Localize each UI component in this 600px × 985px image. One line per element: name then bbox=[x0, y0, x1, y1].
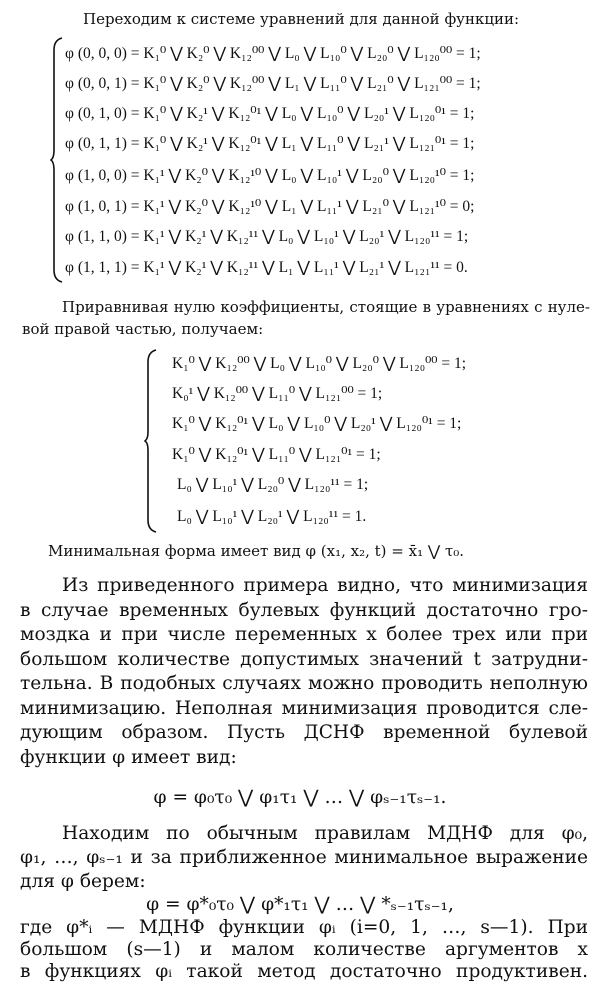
system1-eq-1: φ (0, 0, 0) = K₁⁰ ⋁ K₂⁰ ⋁ K₁₂⁰⁰ ⋁ L₀ ⋁ L₁₀⁰ ⋁ L₂₀⁰ ⋁ L₁₂₀⁰⁰ = 1; bbox=[65, 45, 481, 62]
para3-line-5: тельна. В подобных случаях можно проводить неполную bbox=[20, 673, 588, 694]
para4-line-2: φ₁, …, φₛ₋₁ и за приближенное минимальное выражение bbox=[20, 847, 588, 868]
minimal-form: Минимальная форма имеет вид φ (x₁, x₂, t) = x̄₁ ⋁ τ₀. bbox=[48, 542, 465, 560]
system1-eq-7: φ (1, 1, 0) = K₁¹ ⋁ K₂¹ ⋁ K₁₂¹¹ ⋁ L₀ ⋁ L₁₀¹ ⋁ L₂₀¹ ⋁ L₁₂₀¹¹ = 1; bbox=[65, 228, 469, 245]
system2-eq-6: L₀ ⋁ L₁₀¹ ⋁ L₂₀¹ ⋁ L₁₂₀¹¹ = 1. bbox=[177, 508, 367, 525]
system2-eq-2: K₀¹ ⋁ K₁₂⁰⁰ ⋁ L₁₁⁰ ⋁ L₁₂₁⁰⁰ = 1; bbox=[172, 385, 383, 402]
system1-eq-6: φ (1, 0, 1) = K₁¹ ⋁ K₂⁰ ⋁ K₁₂¹⁰ ⋁ L₁ ⋁ L₁₁¹ ⋁ L₂₁⁰ ⋁ L₁₂₁¹⁰ = 0; bbox=[65, 198, 475, 215]
system2-brace bbox=[144, 348, 158, 534]
system2-eq-1: K₁⁰ ⋁ K₁₂⁰⁰ ⋁ L₀ ⋁ L₁₀⁰ ⋁ L₂₀⁰ ⋁ L₁₂₀⁰⁰ = 1; bbox=[172, 355, 467, 372]
para2-line-1: Приравнивая нулю коэффициенты, стоящие в уравнениях с нуле- bbox=[62, 298, 590, 316]
para3-line-6: минимизацию. Неполная минимизация проводится сле- bbox=[20, 697, 588, 719]
system2-eq-5: L₀ ⋁ L₁₀¹ ⋁ L₂₀⁰ ⋁ L₁₂₀¹¹ = 1; bbox=[177, 476, 369, 493]
system1-eq-5: φ (1, 0, 0) = K₁¹ ⋁ K₂⁰ ⋁ K₁₂¹⁰ ⋁ L₀ ⋁ L₁₀¹ ⋁ L₂₀⁰ ⋁ L₁₂₀¹⁰ = 1; bbox=[65, 167, 475, 184]
para4-line-1: Находим по обычным правилам МДНФ для φ₀, bbox=[62, 823, 588, 844]
system1-eq-8: φ (1, 1, 1) = K₁¹ ⋁ K₂¹ ⋁ K₁₂¹¹ ⋁ L₁ ⋁ L₁₁¹ ⋁ L₂₁¹ ⋁ L₁₂₁¹¹ = 0. bbox=[65, 259, 468, 276]
para3-line-2: в случае временных булевых функций достаточно гро- bbox=[20, 599, 588, 621]
para5-line-2: большом (s—1) и малом количестве аргументов x bbox=[20, 939, 588, 960]
para5-line-3: в функциях φᵢ такой метод достаточно продуктивен. bbox=[20, 961, 588, 982]
system2-eq-3: K₁⁰ ⋁ K₁₂⁰¹ ⋁ L₀ ⋁ L₁₀⁰ ⋁ L₂₀¹ ⋁ L₁₂₀⁰¹ = 1; bbox=[172, 415, 462, 432]
system1-brace bbox=[50, 36, 64, 284]
para3-line-8: функции φ имеет вид: bbox=[20, 746, 237, 768]
system1-eq-2: φ (0, 0, 1) = K₁⁰ ⋁ K₂⁰ ⋁ K₁₂⁰⁰ ⋁ L₁ ⋁ L₁₁⁰ ⋁ L₂₁⁰ ⋁ L₁₂₁⁰⁰ = 1; bbox=[65, 75, 481, 92]
system2-eq-4: K₁⁰ ⋁ K₁₂⁰¹ ⋁ L₁₁⁰ ⋁ L₁₂₁⁰¹ = 1; bbox=[172, 446, 381, 463]
para2-line-2: вой правой частью, получаем: bbox=[22, 320, 264, 338]
formula-2: φ = φ*₀τ₀ ⋁ φ*₁τ₁ ⋁ … ⋁ *ₛ₋₁τₛ₋₁, bbox=[146, 894, 454, 915]
para3-line-7: дующим образом. Пусть ДСНФ временной булевой bbox=[20, 722, 588, 743]
para3-line-3: моздка и при числе переменных x более трех или при bbox=[20, 624, 588, 645]
intro-text: Переходим к системе уравнений для данной функции: bbox=[83, 10, 520, 28]
para3-line-4: большом количестве допустимых значений t затрудни- bbox=[20, 648, 588, 670]
formula-1: φ = φ₀τ₀ ⋁ φ₁τ₁ ⋁ … ⋁ φₛ₋₁τₛ₋₁. bbox=[153, 787, 447, 808]
system1-eq-3: φ (0, 1, 0) = K₁⁰ ⋁ K₂¹ ⋁ K₁₂⁰¹ ⋁ L₀ ⋁ L₁₀⁰ ⋁ L₂₀¹ ⋁ L₁₂₀⁰¹ = 1; bbox=[65, 105, 475, 122]
para5-line-1: где φ*ᵢ — МДНФ функции φᵢ (i=0, 1, …, s—1). При bbox=[20, 917, 588, 938]
para3-line-1: Из приведенного примера видно, что минимизация bbox=[62, 575, 588, 596]
system1-eq-4: φ (0, 1, 1) = K₁⁰ ⋁ K₂¹ ⋁ K₁₂⁰¹ ⋁ L₁ ⋁ L₁₁⁰ ⋁ L₂₁¹ ⋁ L₁₂₁⁰¹ = 1; bbox=[65, 135, 475, 152]
para4-line-3: для φ берем: bbox=[20, 871, 146, 892]
